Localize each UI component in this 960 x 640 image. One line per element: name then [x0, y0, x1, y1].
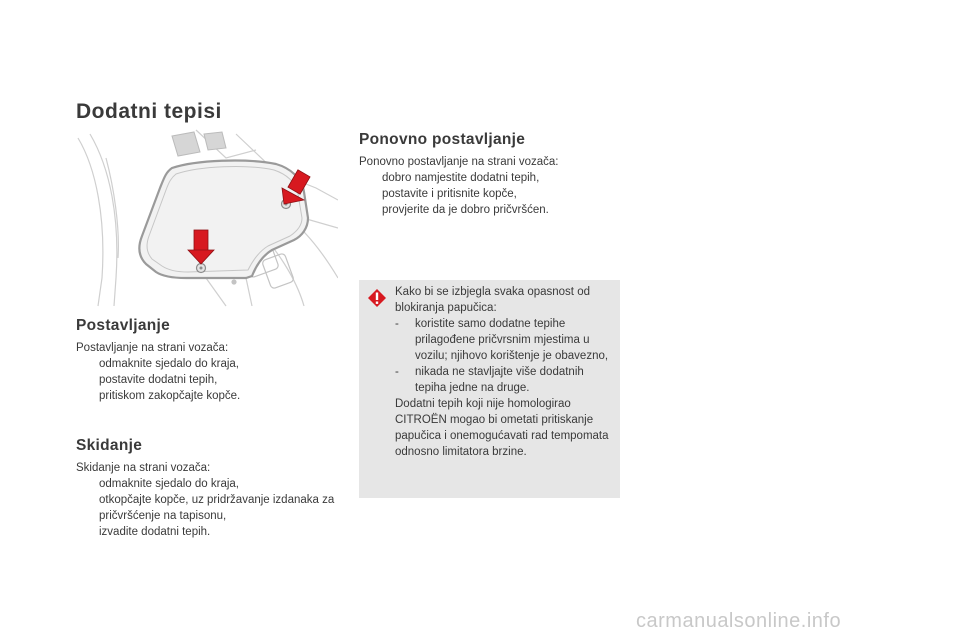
- install-text: [76, 340, 341, 404]
- watermark: carmanualsonline.info: [636, 610, 842, 632]
- list-item: izvadite dodatni tepih.: [99, 526, 211, 538]
- list-item: pritiskom zakopčajte kopče.: [99, 390, 241, 402]
- reinstall-text: [359, 154, 619, 218]
- page-title: Dodatni tepisi: [76, 100, 222, 123]
- reinstall-intro: Ponovno postavljanje na strani vozača:: [359, 156, 559, 168]
- warning-closing: Dodatni tepih koji nije homologirao CITROËN mogao bi ometati pritiskanje papučica i onemogućavati rad tempomata odnosno limitatora brzine.: [395, 398, 609, 458]
- list-item: postavite dodatni tepih,: [99, 374, 218, 386]
- warning-box: [359, 280, 620, 498]
- dash-marker: -: [395, 318, 399, 330]
- list-item: odmaknite sjedalo do kraja,: [99, 358, 239, 370]
- list-item: otkopčajte kopče, uz pridržavanje izdanaka za pričvršćenje na tapisonu,: [99, 494, 335, 522]
- removal-intro: Skidanje na strani vozača:: [76, 462, 211, 474]
- list-item: odmaknite sjedalo do kraja,: [99, 478, 239, 490]
- section-heading-removal: Skidanje: [76, 437, 143, 454]
- dash-marker: -: [395, 366, 399, 378]
- list-item: - koristite samo dodatne tepihe prilagođene pričvrsnim mjestima u vozilu; njihovo korištenje je obavezno,: [395, 318, 609, 362]
- warning-intro: Kako bi se izbjegla svaka opasnost od blokiranja papučica:: [395, 286, 590, 314]
- warning-text: [395, 284, 615, 460]
- install-intro: Postavljanje na strani vozača:: [76, 342, 229, 354]
- removal-text: [76, 460, 341, 540]
- floor-mat-illustration: [76, 128, 338, 308]
- section-heading-reinstall: Ponovno postavljanje: [359, 131, 526, 148]
- warning-exclamation-icon: [367, 288, 387, 308]
- list-item: - nikada ne stavljajte više dodatnih tepiha jedne na druge.: [395, 366, 584, 394]
- list-item: dobro namjestite dodatni tepih,: [382, 172, 540, 184]
- list-item: provjerite da je dobro pričvršćen.: [382, 204, 549, 216]
- section-heading-install: Postavljanje: [76, 317, 171, 334]
- list-item: postavite i pritisnite kopče,: [382, 188, 517, 200]
